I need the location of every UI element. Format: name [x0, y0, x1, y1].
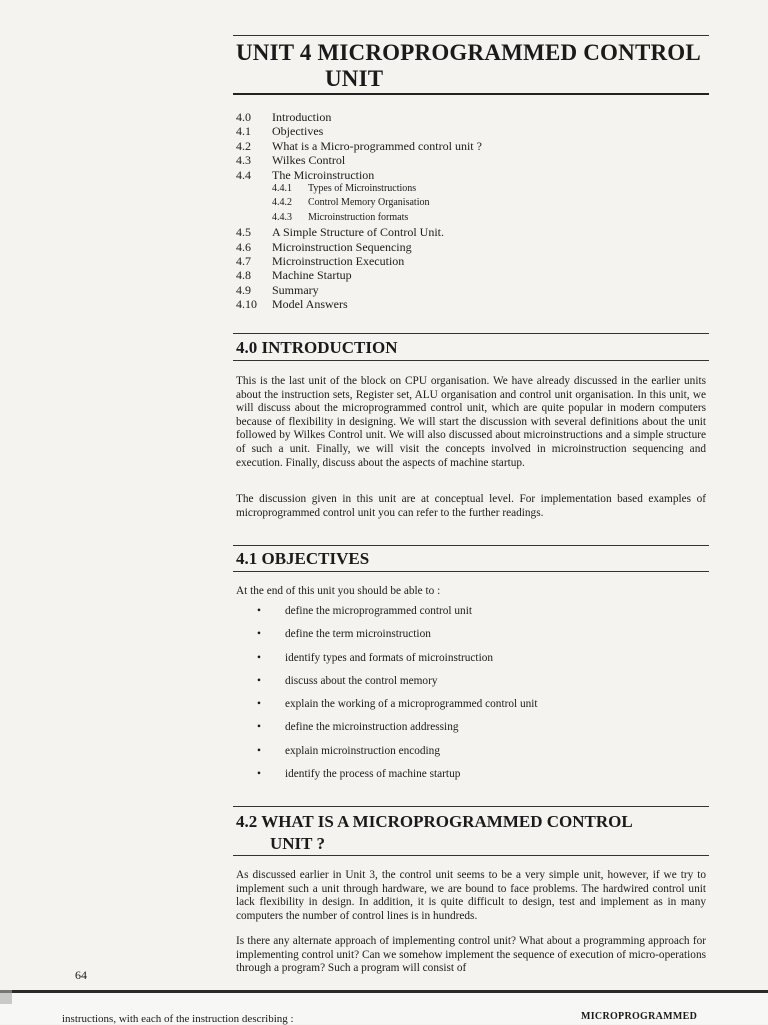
introduction-paragraph-2: The discussion given in this unit are at conceptual level. For implementation based examples of microprogrammed control unit you can refer to the further readings. [236, 493, 706, 519]
toc-item-label: Types of Microinstructions [308, 183, 417, 195]
toc-item [236, 110, 482, 124]
objective-item [257, 675, 538, 698]
toc-item [236, 168, 482, 182]
section42-paragraph-1: As discussed earlier in Unit 3, the control unit seems to be a very simple unit, however, if we try to implement such a unit through hardware, we are bound to face problems. The hardwired control unit lack flexibility in design. In addition, it is quite difficult to design, test and implement as in many computers the number of control lines is in hundreds. [236, 869, 706, 922]
objective-text: identify types and formats of microinstruction [285, 651, 494, 664]
toc-item [236, 182, 482, 196]
bullet-icon: • [257, 768, 261, 781]
toc-item-label: Control Memory Organisation [308, 197, 430, 209]
objective-item [257, 698, 538, 721]
section-rule-top [233, 806, 709, 807]
toc-item-number: 4.10 [236, 297, 257, 312]
toc-item-number: 4.9 [236, 282, 251, 297]
toc-item-label: Microinstruction formats [308, 211, 409, 223]
toc-item-label: Wilkes Control [272, 153, 346, 168]
toc-item [236, 196, 482, 210]
objective-item [257, 768, 538, 791]
section-heading-introduction: 4.0 INTRODUCTION [236, 338, 398, 357]
toc-item-label: Microinstruction Sequencing [272, 239, 412, 254]
bullet-icon: • [257, 744, 261, 757]
toc-item-number: 4.3 [236, 153, 251, 168]
section-heading-line2: UNIT ? [270, 834, 325, 853]
objective-item [257, 628, 538, 651]
objective-item [257, 652, 538, 675]
toc-item [236, 124, 482, 138]
toc-item-label: Microinstruction Execution [272, 254, 405, 269]
objective-item [257, 721, 538, 744]
toc-item-label: The Microinstruction [272, 167, 375, 182]
toc-item [236, 283, 482, 297]
toc-item-number: 4.4.2 [272, 197, 292, 209]
bullet-icon: • [257, 651, 261, 664]
toc-item-label: Model Answers [272, 297, 348, 312]
section-rule-bottom [233, 855, 709, 856]
toc-item-number: 4.8 [236, 268, 251, 283]
toc-item-number: 4.4.1 [272, 183, 292, 195]
table-of-contents [236, 110, 482, 312]
bullet-icon: • [257, 628, 261, 641]
toc-item-number: 4.1 [236, 124, 251, 139]
toc-item-label: Machine Startup [272, 268, 352, 283]
scan-shadow [0, 990, 12, 1004]
section-heading-objectives: 4.1 OBJECTIVES [236, 549, 370, 568]
toc-item [236, 211, 482, 225]
bullet-icon: • [257, 674, 261, 687]
toc-item [236, 254, 482, 268]
bullet-icon: • [257, 605, 261, 617]
objective-text: identify the process of machine startup [285, 768, 461, 781]
section-heading-line1: 4.2 WHAT IS A MICROPROGRAMMED CONTROL [236, 812, 633, 831]
toc-item-number: 4.0 [236, 110, 251, 124]
bullet-icon: • [257, 698, 261, 711]
objective-text: define the microprogrammed control unit [285, 605, 472, 617]
toc-item [236, 225, 482, 239]
unit-title [236, 40, 716, 92]
section-rule-bottom [233, 360, 709, 361]
toc-item-number: 4.7 [236, 254, 251, 269]
objective-text: explain microinstruction encoding [285, 744, 440, 757]
toc-item [236, 139, 482, 153]
toc-item-number: 4.5 [236, 225, 251, 240]
objective-text: define the term microinstruction [285, 628, 431, 641]
objective-text: discuss about the control memory [285, 674, 438, 687]
next-page-text: instructions, with each of the instruction describing : [62, 1013, 294, 1025]
section42-paragraph-2: Is there any alternate approach of implementing control unit? What about a programming approach for implementing control unit? Can we somehow implement the sequence of execution of micro-operations through a program? Such a program will consist of [236, 935, 706, 975]
section-rule-top [233, 333, 709, 334]
toc-item-label: A Simple Structure of Control Unit. [272, 225, 444, 240]
objective-item [257, 745, 538, 768]
toc-item-number: 4.4.3 [272, 211, 292, 223]
unit-title-rule-top [233, 35, 709, 36]
toc-item-label: Introduction [272, 110, 332, 124]
toc-item-number: 4.4 [236, 167, 251, 182]
introduction-paragraph-1: This is the last unit of the block on CPU organisation. We have already discussed in the earlier units about the instruction sets, Register set, ALU organisation and control unit organisation. In this unit, we will discuss about the microprogrammed control unit, which are quite popular in modern computers because of flexibility in designing. We will start the discussion with several definitions about the unit followed by Wilkes Control unit. We will also discussed about microinstructions and a simple structure of such a unit. Finally, we will visit the concepts involved in microinstruction sequencing and execution. Finally, discuss about the aspects of machine startup. [236, 375, 706, 469]
toc-item [236, 240, 482, 254]
unit-title-line2: UNIT [325, 66, 384, 91]
bullet-icon: • [257, 721, 261, 734]
objective-text: explain the working of a microprogrammed control unit [285, 698, 538, 711]
toc-item-number: 4.6 [236, 239, 251, 254]
objective-text: define the microinstruction addressing [285, 721, 459, 734]
toc-item-label: What is a Micro-programmed control unit ? [272, 138, 482, 153]
toc-item [236, 153, 482, 167]
toc-item-label: Summary [272, 282, 319, 297]
unit-title-rule-bottom [233, 93, 709, 95]
toc-item [236, 297, 482, 311]
section-heading-what-is [236, 811, 633, 855]
page-number: 64 [75, 968, 87, 982]
objective-item [257, 605, 538, 628]
toc-item [236, 268, 482, 282]
toc-item-number: 4.2 [236, 138, 251, 153]
unit-title-line1: UNIT 4 MICROPROGRAMMED CONTROL [236, 40, 701, 65]
objectives-list [257, 605, 538, 791]
objectives-intro: At the end of this unit you should be able to : [236, 585, 441, 597]
section-rule-bottom [233, 571, 709, 572]
toc-item-label: Objectives [272, 124, 324, 139]
next-page-header: MICROPROGRAMMED [581, 1011, 698, 1022]
section-rule-top [233, 545, 709, 546]
